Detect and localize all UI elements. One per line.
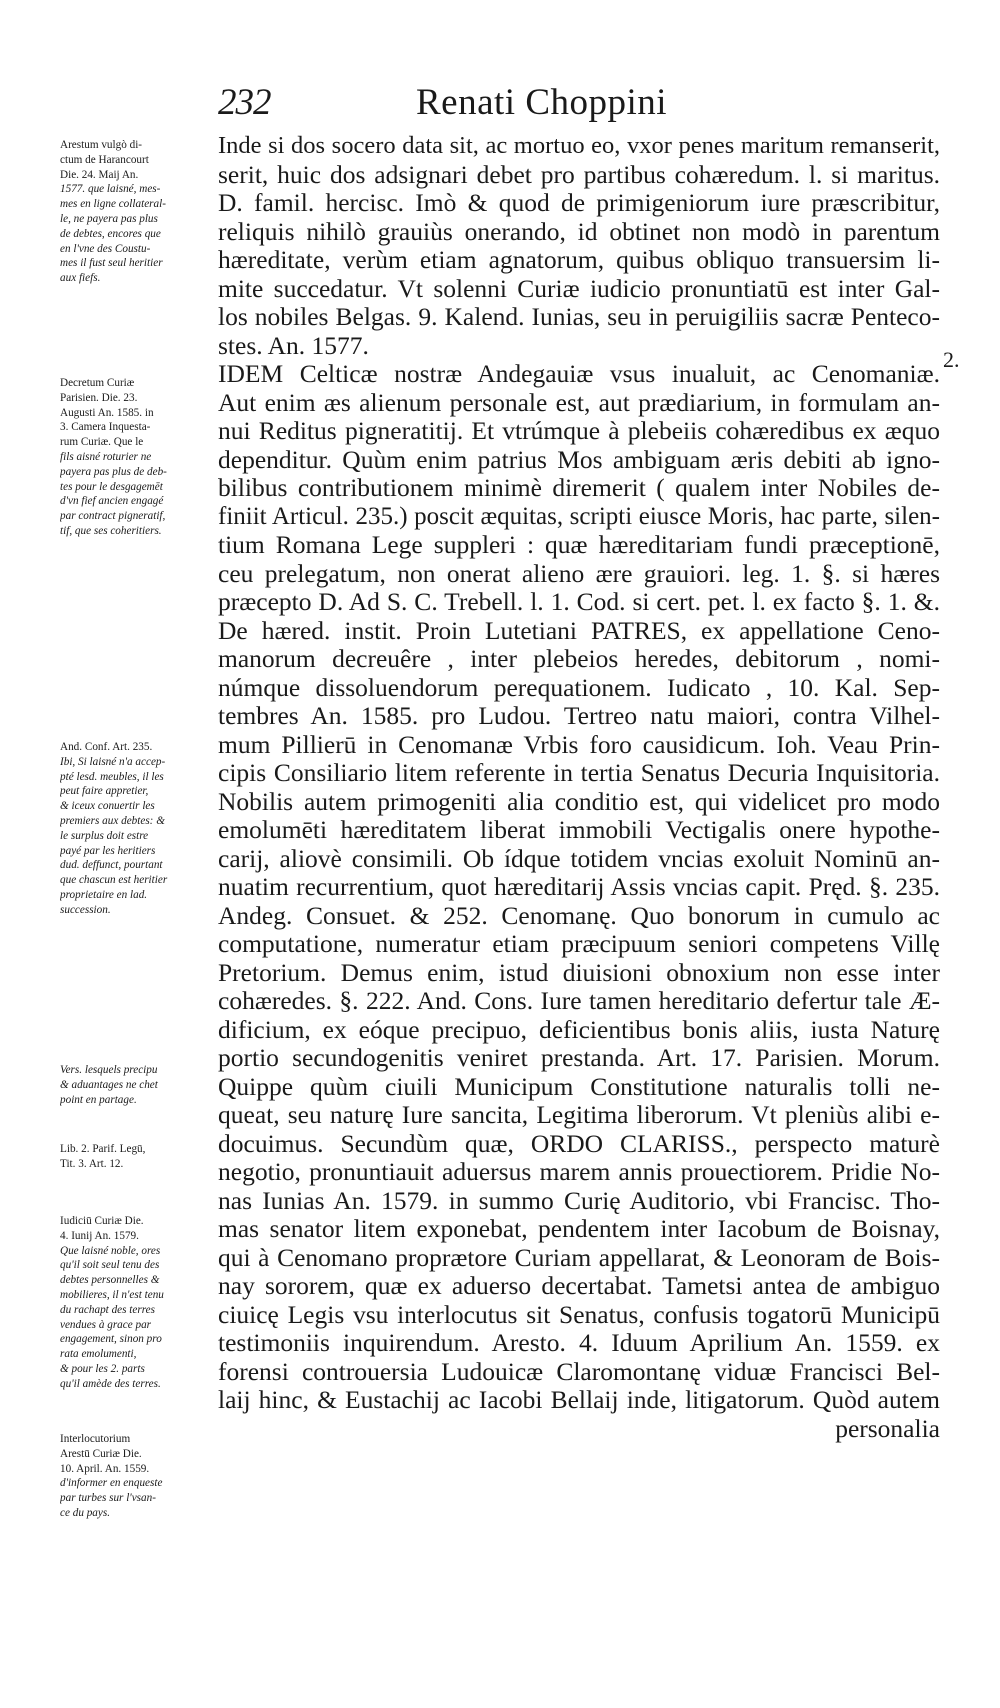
side-note-line: que chascun est heritier	[60, 874, 168, 887]
text-line: manorum decreuêre , inter plebeios heredes, debitorum , nomi-	[218, 644, 940, 673]
text-line: finiit Articul. 235.) poscit æquitas, scripti eiusce Moris, hac parte, silen-	[218, 502, 940, 530]
text-line: stes. An. 1577.	[218, 330, 369, 360]
page-header	[218, 78, 758, 128]
text-line: reliquis nihilò grauiùs onerando, id obtinet non modò in parentum	[218, 216, 940, 246]
text-line: tium Romana Lege suppleri : quæ hæreditariam fundi præceptionē,	[218, 530, 940, 559]
side-note	[60, 1432, 210, 1521]
text-line: Nobilis autem primogeniti alia conditio est, qui videlicet pro modo	[218, 786, 940, 816]
text-line: portio secundogenitis veniret prestanda. Art. 17. Parisien. Morum.	[218, 1043, 940, 1072]
text-line: præcepto D. Ad S. C. Trebell. l. 1. Cod. si cert. pet. l. ex facto §. 1. &.	[218, 587, 940, 616]
text-line: forensi controuersia Ludouicæ Claromontanę viduæ Francisci Bel-	[218, 1356, 940, 1386]
text-line: cipis Consiliario litem referente in tertia Senatus Decuria Inquisitoria.	[218, 758, 940, 787]
side-note-line: Die. 24. Maij An.	[60, 168, 139, 181]
text-line: De hæred. instit. Proin Lutetiani PATRES, ex appellatione Ceno-	[218, 615, 940, 645]
side-note-line: succession.	[60, 903, 111, 916]
side-note-line: d'informer en enqueste	[60, 1477, 163, 1490]
text-line: qui à Cenomano proprætore Curiam appellarat, & Leonoram de Bois-	[218, 1242, 940, 1272]
side-note-line: Ibi, Si laisné n'a accep-	[60, 755, 166, 768]
text-line: dependitur. Quùm enim patrius Mos ambiguam æris debiti ab igno-	[218, 444, 940, 474]
text-line: emolumēti hæreditatem liberat immobili Vectigalis onere hypothe-	[218, 815, 940, 844]
side-note-line: proprietaire en lad.	[60, 888, 148, 901]
side-note-line: Iudiciū Curiæ Die.	[60, 1215, 144, 1227]
side-note-line: 4. Iunij An. 1579.	[60, 1229, 139, 1242]
side-note-line: ce du pays.	[60, 1506, 111, 1519]
text-line: nas Iunias An. 1579. in summo Curię Auditorio, vbi Francisc. Tho-	[218, 1185, 940, 1215]
text-line: númque dissoluendorum perequationem. Iudicato , 10. Kal. Sep-	[218, 672, 940, 702]
side-note-line: dud. deffunct, pourtant	[60, 859, 163, 872]
side-note-line: par contract pigneratif,	[60, 510, 166, 523]
text-line: Aut enim æs alienum personale est, aut prædiarium, in formulam an-	[218, 387, 940, 417]
side-note-line: Arestū Curiæ Die.	[60, 1447, 142, 1460]
side-note-line: rum Curiæ. Que le	[60, 436, 144, 449]
side-note-line: debtes personnelles &	[60, 1274, 160, 1287]
side-note-line: point en partage.	[60, 1093, 137, 1106]
text-line: testimoniis inquirendum. Aresto. 4. Iduum Aprilium An. 1559. ex	[218, 1328, 940, 1357]
side-note	[60, 1063, 210, 1107]
text-line: ceu prelegatum, non onerat alieno ære grauiori. leg. 1. §. si hæres	[218, 558, 940, 588]
paragraph-number: 2.	[943, 347, 960, 372]
side-note-line: And. Conf. Art. 235.	[60, 741, 153, 753]
text-line: tembres An. 1585. pro Ludou. Tertreo natu maiori, contra Vilhel-	[218, 701, 940, 730]
side-note-line: tif, que ses coheritiers.	[60, 524, 162, 537]
side-note-line: Lib. 2. Parif. Legū,	[60, 1143, 146, 1155]
text-line: dificium, ex eóque precipuo, deficientibus bonis aliis, iusta Naturę	[218, 1014, 940, 1044]
text-line: mas senator litem exponebat, pendentem inter Iacobum de Boisnay,	[218, 1214, 940, 1243]
side-note	[60, 740, 210, 918]
side-note-line: du rachapt des terres	[60, 1303, 155, 1316]
side-note-line: engagement, sinon pro	[60, 1333, 162, 1346]
side-note-line: Augusti An. 1585. in	[60, 406, 154, 419]
text-line: cohæredes. §. 222. And. Cons. Iure tamen hereditario defertur tale Æ-	[218, 986, 940, 1015]
side-note-line: par turbes sur l'vsan-	[60, 1492, 156, 1505]
text-line: queat, seu naturę Iure sancita, Legitima liberorum. Vt pleniùs alibi e-	[218, 1100, 940, 1129]
side-note-line: & aduantages ne chet	[60, 1078, 158, 1091]
side-note-line: Tit. 3. Art. 12.	[60, 1157, 124, 1170]
text-line: docuimus. Secundùm quæ, ORDO CLARISS., perspecto maturè	[218, 1128, 940, 1158]
side-note-line: mes en ligne collateral-	[60, 198, 166, 211]
side-note-line: mes il fust seul heritier	[60, 257, 163, 270]
text-line: laij hinc, & Eustachij ac Iacobi Bellaij inde, litigatorum. Quòd autem	[218, 1385, 940, 1414]
side-note	[60, 1142, 210, 1172]
side-note-line: ctum de Harancourt	[60, 153, 149, 166]
text-line: nuatim recurrentium, quot hæreditarij Assis vncias capit. Pręd. §. 235.	[218, 872, 940, 901]
text-line: Quippe quùm ciuili Municipum Constitutione naturalis tolli ne-	[218, 1071, 940, 1101]
side-note-line: rata emolumenti,	[60, 1348, 137, 1361]
side-note-line: 10. April. An. 1559.	[60, 1462, 150, 1475]
text-line: los nobiles Belgas. 9. Kalend. Iunias, seu in peruigiliis sacræ Penteco-	[218, 302, 940, 331]
text-line: nui Reditus pigneratitij. Et vtrúmque à plebeiis cohæredibus ex æquo	[218, 416, 940, 445]
side-note-line: pté lesd. meubles, il les	[60, 770, 164, 783]
side-note-line: Parisien. Die. 23.	[60, 391, 138, 404]
side-note-line: peut faire appretier,	[60, 785, 149, 798]
page-number: 232	[218, 82, 271, 123]
text-line: computatione, numeratur etiam præcipuum seniori competens Villę	[218, 929, 940, 958]
running-title: Renati Choppini	[416, 82, 668, 123]
text-line: mum Pillierū in Cenomanæ Vrbis foro causidicum. Ioh. Veau Prin-	[218, 729, 940, 759]
side-note-line: qu'il soit seul tenu des	[60, 1259, 160, 1272]
text-line: serit, huic dos adsignari debet pro partibus cohæredum. l. si maritus.	[218, 159, 940, 189]
side-note-line: en l'vne des Coustu-	[60, 242, 151, 255]
side-note-line: Vers. lesquels precipu	[60, 1064, 158, 1076]
side-note-line: fils aisné roturier ne	[60, 450, 152, 463]
side-note-line: Decretum Curiæ	[60, 377, 135, 389]
main-text-block	[218, 132, 940, 1443]
side-note-line: le surplus doit estre	[60, 829, 149, 842]
text-line: nay sororem, quæ ex aduerso decertabat. Tametsi antea de ambiguo	[218, 1271, 940, 1300]
catchword: personalia	[835, 1413, 940, 1443]
side-note-line: & iceux conuertir les	[60, 800, 155, 813]
text-line: mite succedatur. Vt solenni Curiæ iudicio pronuntiatū est inter Gal-	[218, 273, 940, 303]
side-note-line: aux fiefs.	[60, 272, 101, 285]
text-line: carij, aliovè consimili. Ob ídque totidem vncias exoluit Nominū an-	[218, 843, 940, 873]
side-note-line: payé par les heritiers	[60, 844, 156, 857]
side-note-line: tes pour le desgagemēt	[60, 480, 163, 493]
text-line: bilibus contributionem minimè diremerit ( qualem inter Nobiles de-	[218, 473, 940, 502]
side-note-line: mobilieres, il n'est tenu	[60, 1288, 164, 1301]
text-line: Inde si dos socero data sit, ac mortuo eo, vxor penes maritum remanserit,	[218, 132, 940, 159]
text-line: Pretorium. Demus enim, istud diuisioni obnoxium non esse inter	[218, 957, 940, 987]
text-line: negotio, pronuntiauit aduersus marem annis prouectiorem. Pridie No-	[218, 1157, 940, 1186]
side-note-line: 1577. que laisné, mes-	[60, 183, 161, 196]
side-note-line: Interlocutorium	[60, 1433, 131, 1445]
side-note-line: vendues à grace par	[60, 1318, 152, 1331]
side-note-line: payera pas plus de deb-	[60, 465, 167, 478]
side-note-line: 3. Camera Inquesta-	[60, 421, 151, 434]
side-note-line: qu'il amède des terres.	[60, 1377, 161, 1390]
side-note	[60, 1214, 210, 1392]
text-line: Andeg. Consuet. & 252. Cenomanę. Quo bonorum in cumulo ac	[218, 900, 940, 930]
side-note-line: d'vn fief ancien engagé	[60, 495, 164, 508]
text-line: D. famil. hercisc. Imò & quod de primigeniorum iure præscribitur,	[218, 188, 940, 217]
side-note-line: & pour les 2. parts	[60, 1362, 145, 1375]
side-note-line: Que laisné noble, ores	[60, 1244, 161, 1257]
side-note-line: le, ne payera pas plus	[60, 212, 158, 225]
side-note-line: de debtes, encores que	[60, 227, 161, 240]
side-note-line: Arestum vulgò di-	[60, 139, 143, 151]
text-line: hæreditate, verùm etiam agnatorum, quibus obliquo transuersim li-	[218, 245, 940, 274]
side-note	[60, 376, 210, 539]
text-line: ciuicę Legis vsu interlocutus sit Senatus, confusis togatorū Municipū	[218, 1299, 940, 1329]
side-note-line: premiers aux debtes: &	[60, 814, 165, 827]
side-note	[60, 138, 210, 286]
text-line: IDEM Celticæ nostræ Andegauiæ vsus inualuit, ac Cenomaniæ.	[218, 359, 940, 388]
